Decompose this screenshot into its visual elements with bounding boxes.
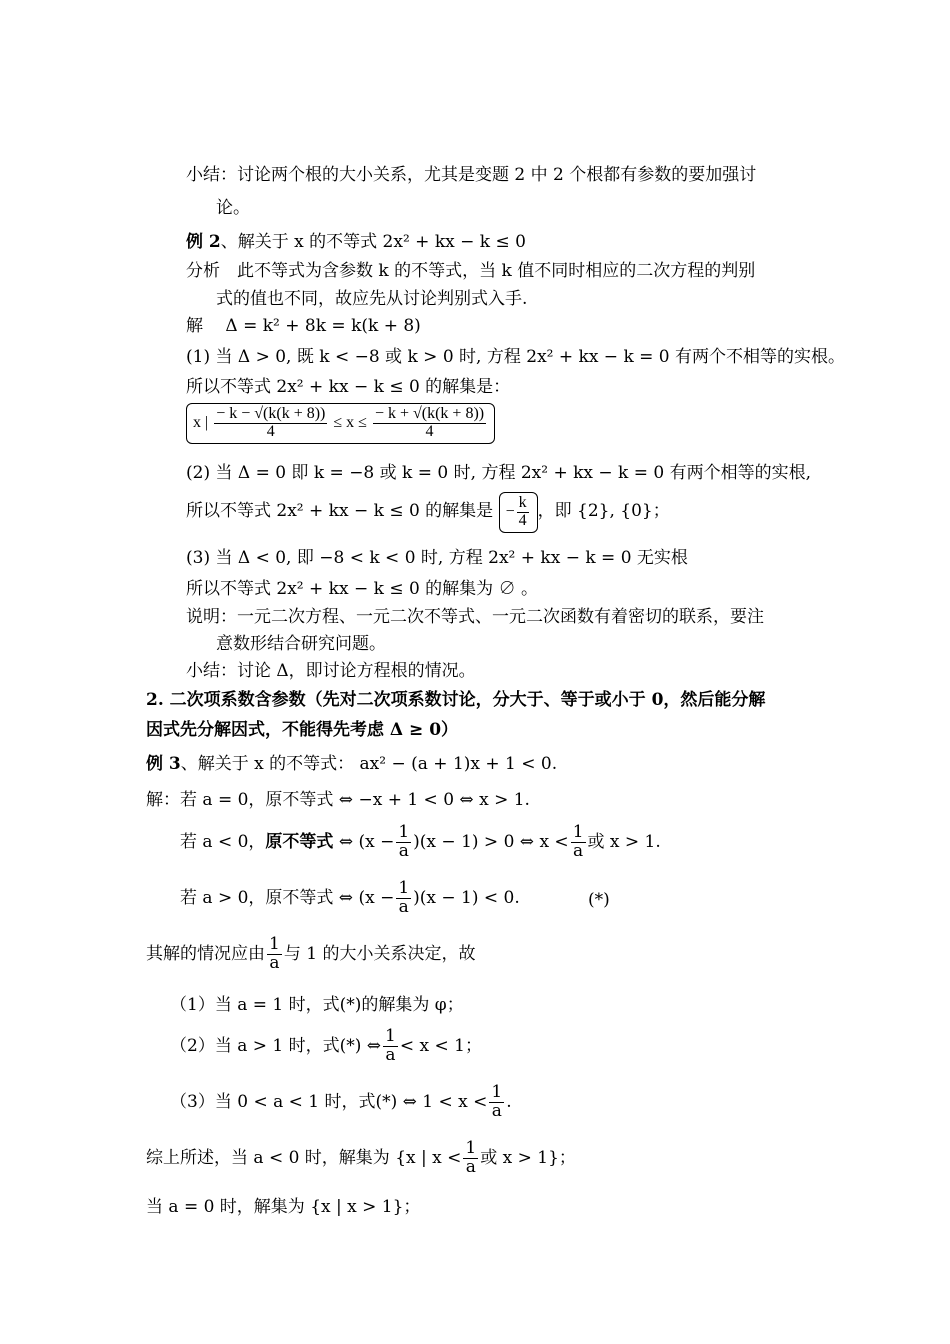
- solution-line: 解 Δ = k² + 8k = k(k + 8): [186, 316, 421, 336]
- subcase-2: （2）当 a > 1 时，式(*) ⇔ $\frac{1}{a}$ < x < 1；: [170, 1026, 482, 1065]
- fraction: $\frac{1}{a}$: [269, 934, 280, 973]
- subcase-1: （1）当 a = 1 时，式(*)的解集为 φ；: [170, 995, 464, 1015]
- example-text: 、解关于 x 的不等式 2x² + kx − k ≤ 0: [220, 232, 526, 252]
- fraction: $\frac{1}{a}$: [572, 822, 584, 861]
- conclusion-2: 当 a = 0 时，解集为 {x | x > 1}；: [146, 1197, 421, 1217]
- solution-set-1: [186, 403, 495, 444]
- solution-step-2: 若 a < 0，原不等式 ⇔ (x − $\frac{1}{a}$ )(x − 1) > 0 ⇔ x < $\frac{1}{a}$ 或 x > 1.: [180, 822, 661, 861]
- fraction-lower: $\frac{- k - √(k(k + 8))}{4}$: [216, 405, 326, 440]
- solution-step-4: 其解的情况应由 $\frac{1}{a}$ 与 1 的大小关系决定，故: [146, 934, 476, 973]
- fraction: $\frac{1}{a}$: [385, 1026, 396, 1065]
- section-2-heading: 2. 二次项系数含参数（先对二次项系数讨论，分大于、等于或小于 0，然后能分解: [146, 690, 766, 710]
- example-3-heading: [146, 752, 557, 776]
- analysis-line: 分析 此不等式为含参数 k 的不等式，当 k 值不同时相应的二次方程的判别: [186, 261, 756, 281]
- summary-2: 小结：讨论 Δ，即讨论方程根的情况。: [186, 661, 476, 681]
- fraction: $\frac{1}{a}$: [491, 1082, 503, 1121]
- set-inequality: ≤ x ≤: [333, 413, 367, 431]
- section-2-heading-cont: 因式先分解因式，不能得先考虑 Δ ≥ 0）: [146, 720, 459, 740]
- fraction: $\frac{1}{a}$: [398, 878, 410, 917]
- note-line: 说明：一元二次方程、一元二次不等式、一元二次函数有着密切的联系，要注: [186, 607, 764, 627]
- case-1: (1) 当 Δ > 0, 既 k < −8 或 k > 0 时, 方程 2x² + kx − k = 0 有两个不相等的实根。: [186, 347, 846, 367]
- set-braces: − $\frac{k}{4}$: [499, 492, 538, 533]
- solution-step-1: 解：若 a = 0，原不等式 ⇔ −x + 1 < 0 ⇔ x > 1.: [146, 790, 530, 810]
- case-3-conclusion: 所以不等式 2x² + kx − k ≤ 0 的解集为 ∅ 。: [186, 579, 538, 599]
- conclusion-1: 综上所述，当 a < 0 时，解集为 {x | x < $\frac{1}{a}$ 或 x > 1}；: [146, 1138, 576, 1177]
- case-2: (2) 当 Δ = 0 即 k = −8 或 k = 0 时, 方程 2x² + kx − k = 0 有两个相等的实根,: [186, 463, 812, 483]
- set-variable: x: [193, 413, 201, 431]
- fraction: $\frac{k}{4}$: [518, 494, 527, 529]
- case-3: (3) 当 Δ < 0, 即 −8 < k < 0 时, 方程 2x² + kx − k = 0 无实根: [186, 548, 688, 568]
- example-label: 例 2: [186, 232, 221, 252]
- analysis-line-cont: 式的值也不同，故应先从讨论判别式入手.: [216, 289, 528, 309]
- case-1-conclusion: 所以不等式 2x² + kx − k ≤ 0 的解集是：: [186, 377, 511, 397]
- fraction: $\frac{1}{a}$: [398, 822, 410, 861]
- summary-line-cont: 论。: [216, 198, 250, 218]
- set-braces: x | $\frac{- k - √(k(k + 8))}{4}$ ≤ x ≤ $\frac{- k + √(k(k + 8))}{4}$: [186, 403, 495, 444]
- equation-tag: (*): [588, 890, 610, 910]
- example-label: 例 3: [146, 754, 181, 774]
- subcase-3: （3）当 0 < a < 1 时，式(*) ⇔ 1 < x < $\frac{1}{a}$ .: [170, 1082, 512, 1121]
- example-2-heading: [186, 230, 526, 254]
- note-line-cont: 意数形结合研究问题。: [216, 634, 386, 654]
- fraction-upper: $\frac{- k + √(k(k + 8))}{4}$: [374, 405, 485, 440]
- solution-step-3: 若 a > 0，原不等式 ⇔ (x − $\frac{1}{a}$ )(x − 1) < 0.: [180, 878, 520, 917]
- fraction: $\frac{1}{a}$: [465, 1138, 477, 1177]
- example-text: 、解关于 x 的不等式： ax² − (a + 1)x + 1 < 0.: [180, 754, 558, 774]
- summary-line: 小结：讨论两个根的大小关系，尤其是变题 2 中 2 个根都有参数的要加强讨: [186, 165, 757, 185]
- case-2-conclusion: 所以不等式 2x² + kx − k ≤ 0 的解集是 − $\frac{k}{4}$ ，即 {2}, {0}；: [186, 492, 670, 533]
